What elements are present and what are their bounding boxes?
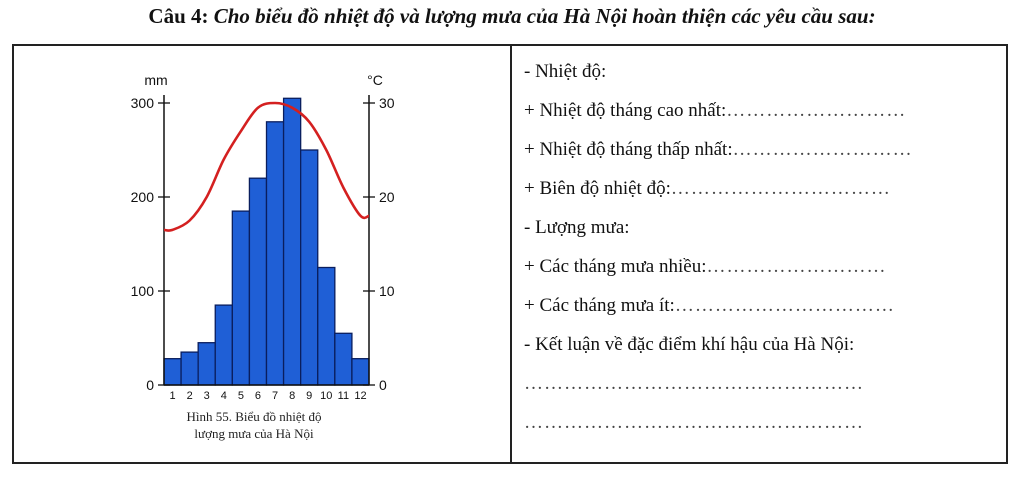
answer-line <box>524 208 1004 247</box>
answer-blank: …………………………… <box>670 178 891 199</box>
rain-bar <box>335 333 352 385</box>
answer-section <box>524 52 1004 442</box>
x-tick-label: 9 <box>306 390 313 402</box>
answer-blank: ……………………… <box>732 139 913 160</box>
answer-line <box>524 247 1004 286</box>
x-tick-label: 8 <box>289 390 296 402</box>
question-table <box>12 44 1008 464</box>
y2-tick-label: 10 <box>379 283 395 299</box>
question-text: Cho biểu đồ nhiệt độ và lượng mưa của Hà Nội hoàn thiện các yêu cầu sau: <box>213 4 876 28</box>
answer-blank: ……………………… <box>706 256 887 277</box>
answer-blank: …………………………… <box>674 295 895 316</box>
x-tick-label: 4 <box>220 390 227 402</box>
caption-line-1: Hình 55. Biểu đồ nhiệt độ <box>186 409 322 424</box>
y-tick-label: 0 <box>146 377 154 393</box>
answer-blank: …………………………………………… <box>524 412 864 433</box>
answer-line-label: + Biên độ nhiệt độ: <box>524 178 671 199</box>
answer-line <box>524 403 1004 442</box>
x-tick-label: 3 <box>203 390 210 402</box>
y-tick-label: 200 <box>130 189 154 205</box>
rain-bar <box>198 343 215 385</box>
column-divider <box>510 46 512 462</box>
rain-bar <box>232 211 249 385</box>
answer-line-label: - Nhiệt độ: <box>524 61 607 82</box>
answer-line-label: + Các tháng mưa ít: <box>524 295 675 316</box>
rain-bar <box>215 305 232 385</box>
answer-line-label: + Các tháng mưa nhiều: <box>524 256 707 277</box>
y-tick-label: 300 <box>130 95 154 111</box>
answer-line-label: + Nhiệt độ tháng thấp nhất: <box>524 139 733 160</box>
rain-bar <box>318 268 335 386</box>
rain-bar <box>181 352 198 385</box>
answer-blank: …………………………………………… <box>524 373 864 394</box>
x-tick-label: 6 <box>254 390 262 402</box>
y2-tick-label: 20 <box>379 189 395 205</box>
y-tick-label: 100 <box>130 283 154 299</box>
caption-line-2: lượng mưa của Hà Nội <box>194 426 314 441</box>
rain-bar <box>249 178 266 385</box>
answer-line <box>524 364 1004 403</box>
x-tick-label: 11 <box>337 390 350 402</box>
rain-bar <box>284 98 301 385</box>
answer-line <box>524 91 1004 130</box>
x-tick-label: 7 <box>271 390 279 402</box>
rain-bar <box>301 150 318 385</box>
answer-line <box>524 52 1004 91</box>
x-tick-label: 10 <box>320 390 333 402</box>
question-title <box>0 4 1024 29</box>
climate-chart <box>14 46 508 406</box>
answer-line <box>524 325 1004 364</box>
answer-line-label: - Kết luận về đặc điểm khí hậu của Hà Nội: <box>524 334 855 355</box>
answer-line <box>524 286 1004 325</box>
x-tick-label: 12 <box>354 390 367 402</box>
x-tick-label: 2 <box>186 390 193 402</box>
x-tick-label: 5 <box>237 390 244 402</box>
question-number: Câu 4: <box>148 4 209 28</box>
answer-line <box>524 130 1004 169</box>
y2-tick-label: 0 <box>379 377 387 393</box>
rain-bar <box>267 122 284 385</box>
y2-tick-label: 30 <box>379 95 395 111</box>
answer-blank: ……………………… <box>726 100 907 121</box>
rain-bar <box>164 359 181 385</box>
y2-axis-label: °C <box>367 72 383 88</box>
answer-line-label: + Nhiệt độ tháng cao nhất: <box>524 100 727 121</box>
answer-line <box>524 169 1004 208</box>
rain-bar <box>352 359 369 385</box>
y-axis-label: mm <box>144 72 168 88</box>
chart-caption <box>144 408 364 442</box>
x-tick-label: 1 <box>169 390 176 402</box>
answer-line-label: - Lượng mưa: <box>524 217 630 238</box>
